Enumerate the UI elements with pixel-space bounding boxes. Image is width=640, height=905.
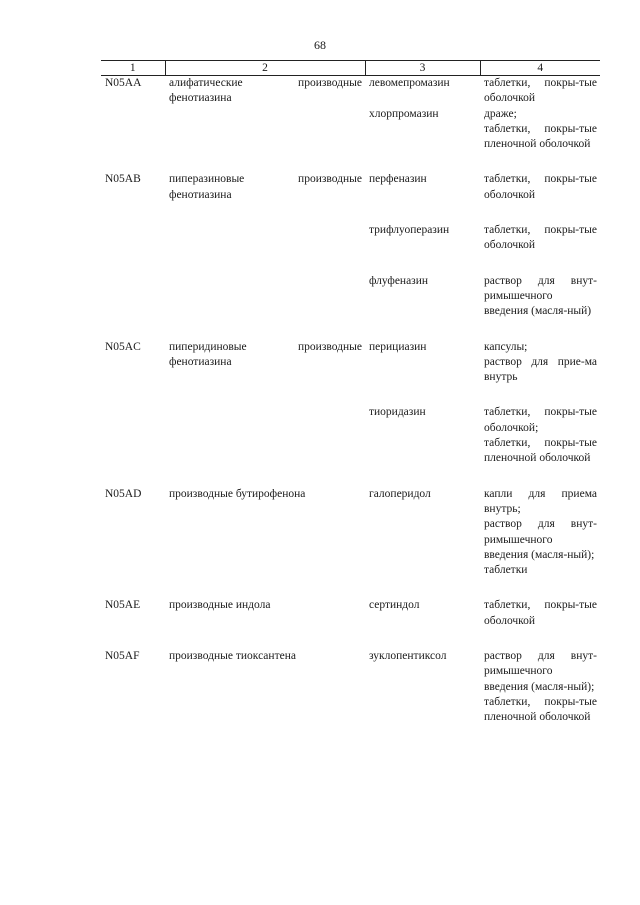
dosage-forms <box>480 649 600 725</box>
dosage-forms <box>480 405 600 466</box>
atc-code: N05AF <box>105 650 140 663</box>
dosage-form: раствор для внут-римышечного введения (масля-ный) <box>484 274 597 318</box>
drug-group: производные тиоксантена <box>169 650 296 663</box>
column-header-3: 3 <box>365 61 480 76</box>
atc-code: N05AE <box>105 599 141 612</box>
dosage-form: капли для приема внутрь; <box>484 487 597 515</box>
drug-group: производные индола <box>169 599 271 612</box>
drug-classification-table <box>101 60 600 726</box>
drug-name: перфеназин <box>369 173 427 186</box>
dosage-form: таблетки, покры-тые пленочной оболочкой <box>484 122 597 151</box>
table-row <box>101 274 600 320</box>
drug-name: левомепромазин <box>369 77 450 89</box>
dosage-forms <box>480 76 600 107</box>
table-row <box>101 649 600 725</box>
atc-code: N05AD <box>105 487 142 500</box>
drug-name: хлорпромазин <box>369 107 439 120</box>
table-row <box>101 223 600 254</box>
dosage-form: раствор для внут-римышечного введения (масля-ный); <box>484 518 597 561</box>
dosage-forms <box>480 487 600 579</box>
table-row <box>101 487 600 579</box>
atc-code: N05AC <box>105 340 141 353</box>
drug-group <box>165 405 365 466</box>
atc-code: N05AB <box>105 173 141 186</box>
drug-name: сертиндол <box>369 599 420 612</box>
dosage-form: таблетки, покры-тые пленочной оболочкой <box>484 437 597 465</box>
table-row <box>101 172 600 203</box>
atc-code <box>101 223 165 254</box>
page-number: 68 <box>314 38 326 52</box>
dosage-form: раствор для прие-ма внутрь <box>484 355 597 384</box>
drug-group: пиперидиновые производные фенотиазина <box>169 340 362 368</box>
dosage-form: таблетки <box>484 564 528 577</box>
table-row <box>101 340 600 386</box>
dosage-form: таблетки, покры-тые пленочной оболочкой <box>484 695 597 724</box>
table-header-row <box>101 61 600 76</box>
drug-group: алифатические производные фенотиазина <box>169 77 362 105</box>
drug-group: пиперазиновые производные фенотиазина <box>169 173 362 201</box>
drug-group <box>165 107 365 153</box>
dosage-form: капсулы; <box>484 340 528 353</box>
dosage-form: таблетки, покры-тые оболочкой <box>484 173 597 201</box>
dosage-form: таблетки, покры-тые оболочкой; <box>484 406 597 434</box>
dosage-form: раствор для внут-римышечного введения (масля-ный); <box>484 650 597 693</box>
column-header-4: 4 <box>480 61 600 76</box>
table-row <box>101 598 600 629</box>
dosage-forms <box>480 274 600 320</box>
atc-code <box>101 274 165 320</box>
drug-name: тиоридазин <box>369 406 426 419</box>
table-row <box>101 107 600 153</box>
table-row <box>101 76 600 107</box>
drug-name: зуклопентиксол <box>369 650 447 663</box>
column-header-1: 1 <box>101 61 165 76</box>
dosage-forms <box>480 107 600 153</box>
drug-name: галоперидол <box>369 487 431 500</box>
drug-name: перициазин <box>369 340 427 353</box>
column-header-2: 2 <box>165 61 365 76</box>
drug-group: производные бутирофенона <box>169 487 306 500</box>
atc-code <box>101 107 165 153</box>
drug-group <box>165 223 365 254</box>
atc-code: N05AA <box>105 77 142 89</box>
dosage-form: драже; <box>484 107 517 120</box>
dosage-form: таблетки, покры-тые оболочкой <box>484 599 597 627</box>
dosage-form: таблетки, покры-тые оболочкой <box>484 77 597 105</box>
dosage-forms <box>480 172 600 203</box>
dosage-form: таблетки, покры-тые оболочкой <box>484 224 597 252</box>
drug-group <box>165 274 365 320</box>
dosage-forms <box>480 340 600 386</box>
atc-code <box>101 405 165 466</box>
drug-name: флуфеназин <box>369 274 429 287</box>
table-row <box>101 405 600 466</box>
dosage-forms <box>480 598 600 629</box>
dosage-forms <box>480 223 600 254</box>
drug-name: трифлуоперазин <box>369 224 450 237</box>
